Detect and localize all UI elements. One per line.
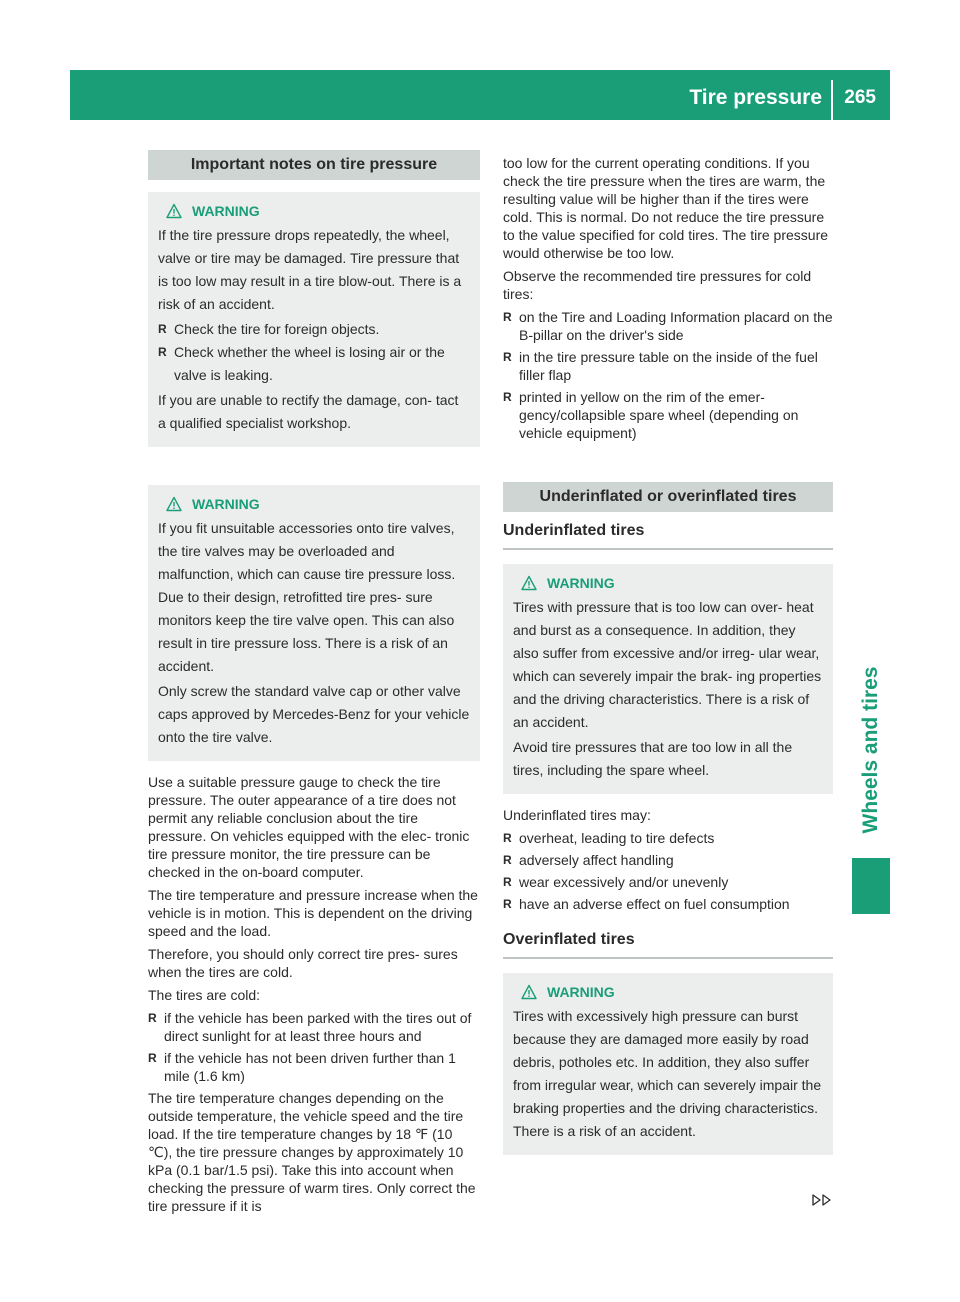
page-header (70, 70, 890, 120)
warning-label: WARNING (547, 575, 615, 591)
warning-box-3 (503, 564, 833, 794)
warning-label: WARNING (192, 203, 260, 219)
warning-box-2 (148, 485, 480, 761)
bullet-icon: R (158, 322, 167, 336)
bullet-icon: R (503, 350, 512, 364)
bullet-icon: R (503, 390, 512, 404)
warning-triangle-icon (521, 984, 537, 1000)
list-item: R if the vehicle has not been driven further than 1 mile (1.6 km) (148, 1050, 456, 1084)
paragraph: Therefore, you should only correct tire pres- sures when the tires are cold. (148, 946, 458, 980)
list-item: R Check whether the wheel is losing air or the valve is leaking. (158, 341, 470, 387)
subheading-overinflated: Overinflated tires (503, 921, 833, 959)
paragraph: Use a suitable pressure gauge to check the tire pressure. The outer appearance of a tire does not permit any reliable conclusion about the tire pressure. On vehicles equipped with the elec- tronic tire pressure monitor, the tire pressure can be checked in the on-board computer. (148, 774, 470, 880)
list-item: R if the vehicle has been parked with the tires out of direct sunlight for at least three hours and (148, 1010, 472, 1044)
list-item: R on the Tire and Loading Information placard on the B-pillar on the driver's side (503, 309, 833, 343)
section-title-under-over: Underinflated or overinflated tires (503, 482, 833, 512)
warning-triangle-icon (166, 203, 182, 219)
bullet-icon: R (503, 897, 512, 911)
warning-text: Tires with pressure that is too low can over- heat and burst as a consequence. In addition, they also suffer from excessive and/or irreg- ular wear, which can severely impair the brak- ing properties and the driving characteristics. There is a risk of an accident. (513, 599, 822, 730)
spacer (148, 459, 480, 473)
chapter-label: Wheels and tires (859, 666, 882, 834)
left-column (148, 150, 480, 1220)
bullet-icon: R (148, 1051, 157, 1065)
list-item: R in the tire pressure table on the inside of the fuel filler flap (503, 349, 818, 383)
list-item: R adversely affect handling (503, 852, 674, 868)
bullet-icon: R (503, 310, 512, 324)
bullet-icon: R (148, 1011, 157, 1025)
warning-text: If you fit unsuitable accessories onto tire valves, the tire valves may be overloaded and malfunction, which can cause tire pressure loss. Due to their design, retrofitted tire pres- sure monitors keep the tire valve open. This can also result in tire pressure loss. There is a risk of an accident. (158, 520, 456, 674)
list-item: R printed in yellow on the rim of the emer- gency/collapsible spare wheel (depending on vehicle equipment) (503, 389, 799, 441)
bullet-icon: R (503, 853, 512, 867)
warning-heading (158, 493, 470, 515)
paragraph: Underinflated tires may: (503, 807, 651, 823)
paragraph: The tire temperature and pressure increase when the vehicle is in motion. This is dependent on the driving speed and the load. (148, 887, 478, 939)
page-number: 265 (844, 87, 876, 108)
warning-box-4 (503, 973, 833, 1155)
paragraph: Observe the recommended tire pressures for cold tires: (503, 268, 812, 302)
paragraph: too low for the current operating conditions. If you check the tire pressure when the tires are warm, the resulting value will be higher than if the tires were cold. This is normal. Do not reduce the tire pressure to the value specified for cold tires. The tire pressure would otherwise be too low. (503, 155, 829, 261)
continue-arrows-icon (811, 1193, 833, 1207)
warning-text: If you are unable to rectify the damage, con- tact a qualified specialist workshop. (158, 392, 459, 431)
warning-box-1 (148, 192, 480, 447)
list-item: R overheat, leading to tire defects (503, 830, 715, 846)
list-item: R wear excessively and/or unevenly (503, 874, 729, 890)
warning-label: WARNING (547, 984, 615, 1000)
paragraph: The tire temperature changes depending on the outside temperature, the vehicle speed and the tire load. If the tire temperature changes by 18 ℉ (10 ℃), the tire pressure changes by approximately 10 kPa (0.1 bar/1.5 psi). Take this into account when checking the pressure of warm tires. Only correct the tire pressure if it is (148, 1090, 476, 1214)
right-column (503, 152, 833, 1167)
section-title-important-notes: Important notes on tire pressure (148, 150, 480, 180)
warning-text: If the tire pressure drops repeatedly, the wheel, valve or tire may be damaged. Tire pressure that is too low may result in a tire blow-out. There is a risk of an accident. (158, 227, 462, 312)
chapter-tab-label (849, 660, 893, 840)
warning-text: Only screw the standard valve cap or other valve caps approved by Mercedes-Benz for your vehicle onto the tire valve. (158, 683, 470, 745)
bullet-icon: R (503, 831, 512, 845)
header-separator (831, 80, 833, 120)
warning-text: Avoid tire pressures that are too low in all the tires, including the spare wheel. (513, 739, 793, 778)
warning-label: WARNING (192, 496, 260, 512)
warning-heading (513, 572, 823, 594)
bullet-icon: R (158, 345, 167, 359)
warning-heading (158, 200, 470, 222)
warning-triangle-icon (521, 575, 537, 591)
warning-triangle-icon (166, 496, 182, 512)
paragraph: The tires are cold: (148, 987, 261, 1003)
list-item: R have an adverse effect on fuel consumption (503, 896, 790, 912)
bullet-icon: R (503, 875, 512, 889)
spacer (503, 446, 833, 482)
chapter-tab-marker (852, 858, 890, 914)
page-title: Tire pressure (689, 86, 822, 109)
subheading-underinflated: Underinflated tires (503, 512, 833, 550)
warning-text: Tires with excessively high pressure can burst because they are damaged more easily by road debris, potholes etc. In addition, they also suffer from irregular wear, which can severely impair the braking properties and the driving characteristics. There is a risk of an accident. (513, 1008, 822, 1139)
list-item: R Check the tire for foreign objects. (158, 318, 470, 341)
warning-heading (513, 981, 823, 1003)
